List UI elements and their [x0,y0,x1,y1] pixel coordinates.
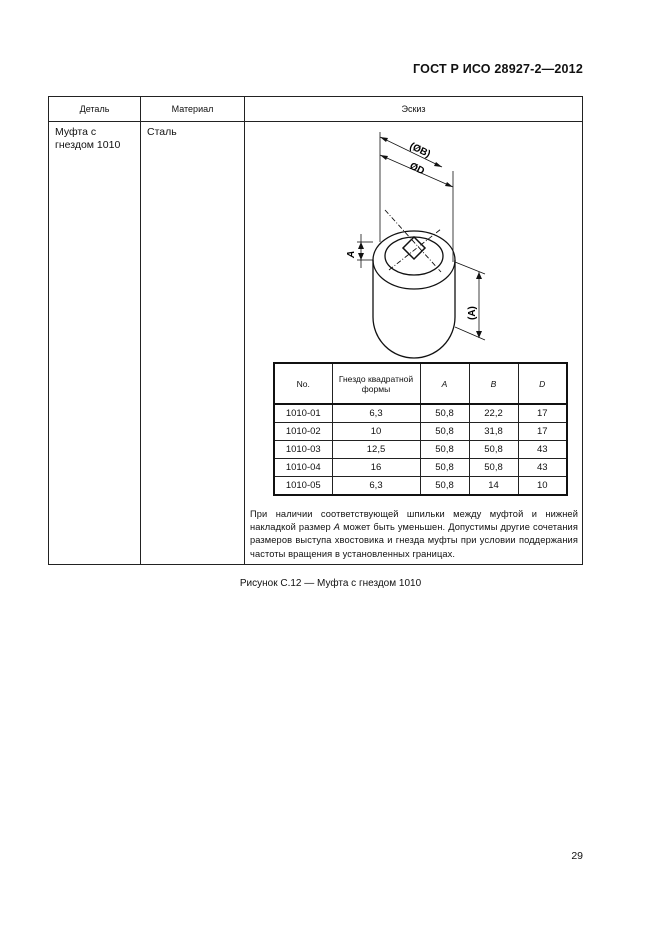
arrow [476,331,482,338]
cell-socket: 10 [332,423,420,441]
cell-d: 17 [518,423,567,441]
cell-a: 50,8 [420,404,469,423]
dimensions-table [273,362,568,496]
table-row [274,441,567,459]
cell-a: 50,8 [420,477,469,496]
table-row [274,459,567,477]
cell-b: 31,8 [469,423,518,441]
cell-socket: 12,5 [332,441,420,459]
cell-no: 1010-04 [274,459,332,477]
figure-table [48,96,583,565]
cell-socket: 16 [332,459,420,477]
table-row [274,404,567,423]
standard-header: ГОСТ Р ИСО 28927-2—2012 [413,62,583,76]
dim-header-no: No. [274,363,332,404]
cell-no: 1010-01 [274,404,332,423]
figure-table-header-row [49,97,583,122]
dimensions-header-row [274,363,567,404]
cell-socket: 6,3 [332,477,420,496]
header-part: Деталь [49,97,141,122]
note-italic-a: A [333,522,341,533]
dim-header-socket: Гнездо квадратной формы [332,363,420,404]
arrow [445,182,453,187]
figure-caption: Рисунок С.12 — Муфта с гнездом 1010 [239,578,422,589]
header-sketch: Эскиз [245,97,583,122]
cell-d: 43 [518,459,567,477]
header-material: Материал [141,97,245,122]
arrow [476,272,482,279]
cell-d: 17 [518,404,567,423]
cell-a: 50,8 [420,423,469,441]
cell-b: 50,8 [469,459,518,477]
arrow [380,155,388,160]
cell-socket: 6,3 [332,404,420,423]
table-row [274,477,567,496]
part-name: Муфта с гнездом 1010 [55,126,121,151]
label-a: A [346,250,357,258]
note-text-after: может быть уменьшен. Допустимы другие сочетания размеров выступа хвостовика и гнезда муфты при условии поддержания частоты вращения в установленных границах. [250,522,578,559]
label-a-paren: (A) [467,306,478,320]
page-number: 29 [571,850,583,862]
sketch-cell [245,122,583,565]
arrow [358,253,364,260]
dim-header-d: D [518,363,567,404]
material-cell [141,122,245,565]
cell-b: 22,2 [469,404,518,423]
material-name: Сталь [147,126,177,138]
table-row [274,423,567,441]
figure-table-row [49,122,583,565]
sketch-note [250,508,578,561]
cell-a: 50,8 [420,459,469,477]
arrow [358,242,364,249]
label-od: ØD [407,160,426,178]
cell-d: 10 [518,477,567,496]
cell-no: 1010-03 [274,441,332,459]
coupling-sketch [245,122,583,362]
square-socket [403,237,425,259]
dim-header-b: B [469,363,518,404]
part-cell [49,122,141,565]
arrow [434,162,442,167]
cell-b: 50,8 [469,441,518,459]
cell-no: 1010-02 [274,423,332,441]
dimension-a2-ext-1 [455,262,485,274]
note-text-before: При наличии соответствующей шпильки между муфтой и нижней накладкой размер [250,509,578,533]
label-ob: (ØB) [407,140,432,161]
cell-d: 43 [518,441,567,459]
cell-b: 14 [469,477,518,496]
dim-header-a: A [420,363,469,404]
arrow [380,137,388,142]
cell-no: 1010-05 [274,477,332,496]
cell-a: 50,8 [420,441,469,459]
